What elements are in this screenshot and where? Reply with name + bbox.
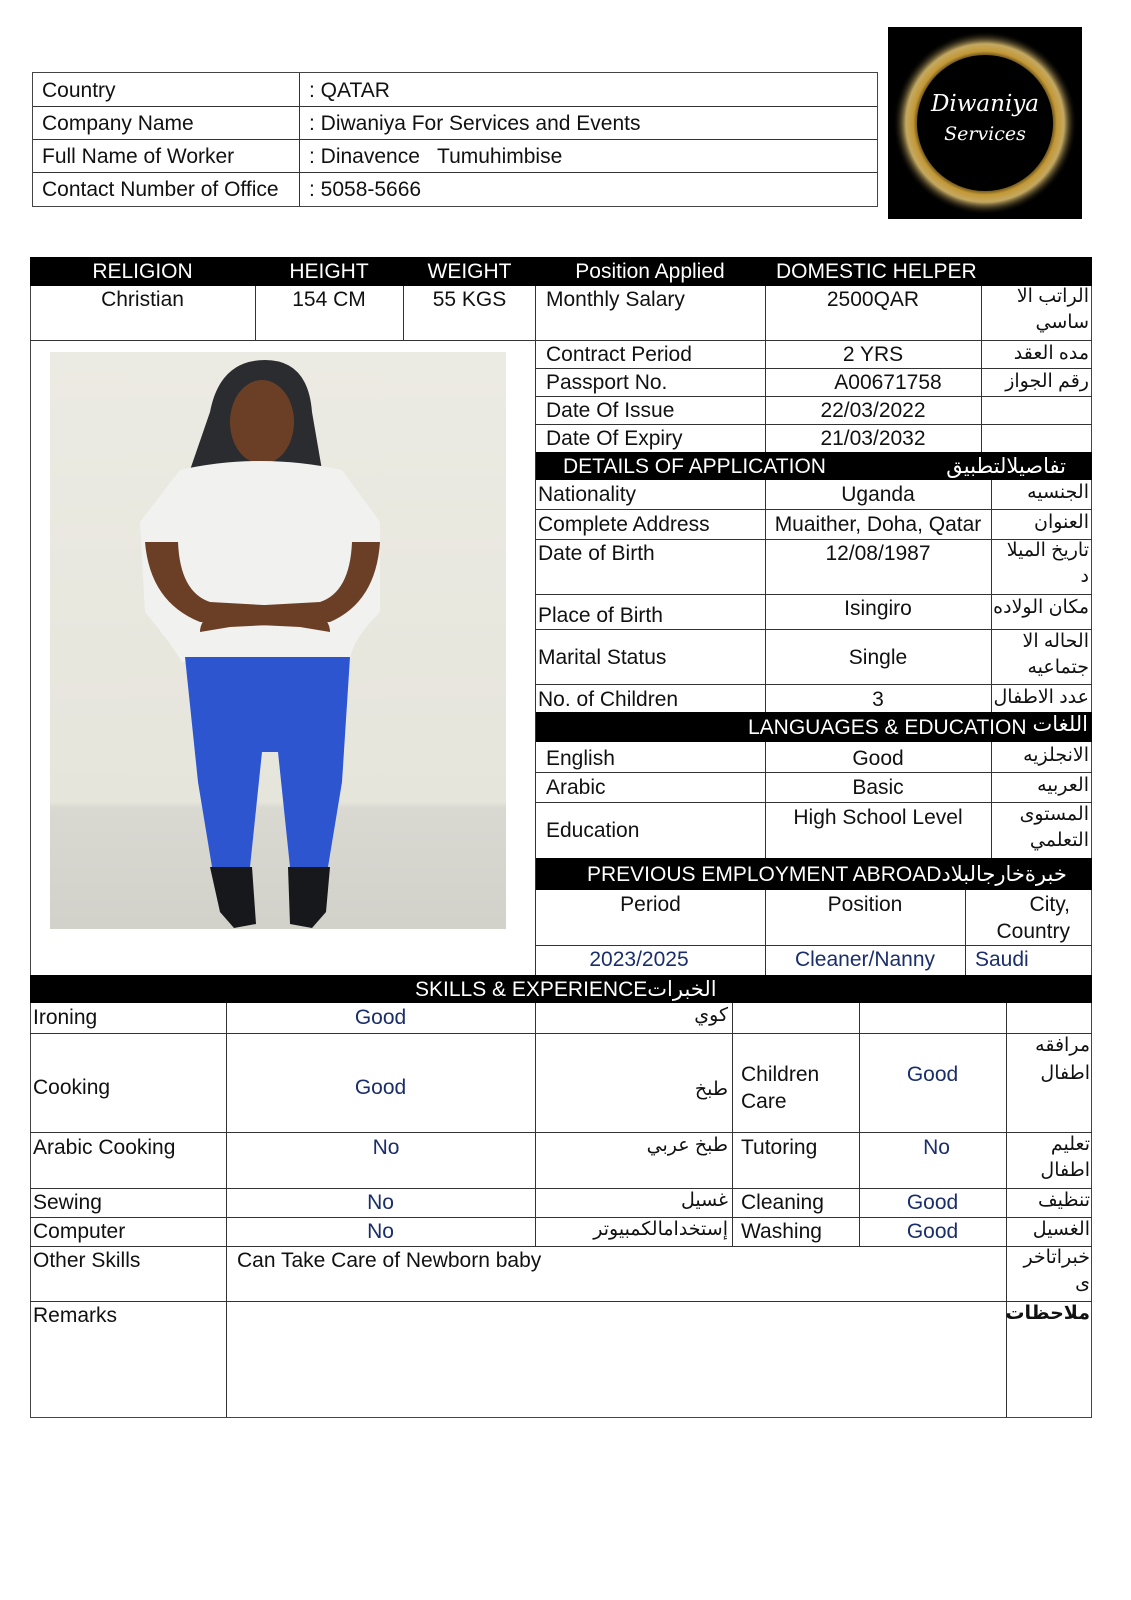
worker-name-value: : Dinavence Tumuhimbise: [309, 145, 563, 168]
passport-arabic: رقم الجواز: [1005, 371, 1089, 392]
cooking-arabic: طبخ: [694, 1079, 728, 1100]
computer-value: No: [367, 1220, 394, 1243]
nationality-label: Nationality: [538, 483, 637, 506]
tutoring-value: No: [923, 1136, 950, 1159]
top-header-bar: [30, 257, 1092, 286]
children-care-label: Children Care: [741, 1063, 820, 1113]
tutoring-arabic: تعليم اطفال: [1040, 1134, 1090, 1181]
tutoring-label: Tutoring: [741, 1136, 818, 1159]
cleaning-arabic: تنظيف: [1037, 1190, 1090, 1211]
salary-arabic: الراتب الا ساسي: [1016, 286, 1089, 333]
pob-arabic: مكان الولاده: [993, 597, 1089, 618]
dob-value: 12/08/1987: [825, 542, 931, 565]
pob-label: Place of Birth: [538, 604, 663, 627]
education-arabic: المستوى التعلمي: [1019, 804, 1089, 851]
header-info-table: [32, 72, 878, 207]
salary-value: 2500QAR: [826, 288, 920, 311]
details-title-arabic: تفاصيلالتطبيق: [946, 455, 1066, 478]
religion-value: Christian: [101, 288, 184, 311]
issue-date-value: 22/03/2022: [820, 399, 926, 422]
ironing-label: Ironing: [33, 1006, 98, 1029]
remarks-arabic: ملاحظات: [1005, 1303, 1090, 1324]
salary-label: Monthly Salary: [546, 288, 685, 311]
company-logo: [888, 27, 1082, 219]
remarks-label: Remarks: [33, 1304, 118, 1327]
position-applied-header: Position Applied: [575, 260, 725, 283]
marital-status-label: Marital Status: [538, 646, 667, 669]
arabic-cooking-value: No: [372, 1136, 400, 1159]
children-arabic: عدد الاطفال: [993, 687, 1089, 708]
children-value: 3: [872, 688, 884, 711]
weight-header: WEIGHT: [427, 260, 512, 283]
position-applied-value: DOMESTIC HELPER: [776, 260, 977, 283]
pob-value: Isingiro: [844, 597, 912, 620]
logo-line1: Diwaniya: [930, 91, 1040, 117]
logo-line2: Services: [944, 123, 1026, 145]
ironing-value: Good: [354, 1006, 407, 1029]
nationality-arabic: الجنسيه: [1027, 482, 1089, 503]
nationality-value: Uganda: [841, 483, 915, 506]
contract-period-arabic: مده العقد: [1013, 343, 1089, 364]
location-header: City, Country: [996, 893, 1070, 943]
english-label: English: [546, 747, 615, 770]
arabic-value: Basic: [852, 776, 904, 799]
height-value: 154 CM: [292, 288, 366, 311]
details-header-bar: [536, 452, 1092, 480]
period-header: Period: [620, 893, 681, 916]
expiry-date-label: Date Of Expiry: [546, 427, 683, 450]
expiry-date-value: 21/03/2032: [820, 427, 926, 450]
country-label: Country: [42, 79, 116, 102]
arabic-language-arabic: العربيه: [1037, 775, 1089, 796]
languages-header-bar: [536, 712, 1092, 742]
skills-title: SKILLS & EXPERIENCEالخبرات: [415, 978, 717, 1001]
cooking-value: Good: [354, 1076, 407, 1099]
company-value: : Diwaniya For Services and Events: [309, 112, 641, 135]
arabic-label: Arabic: [546, 776, 606, 799]
cleaning-value: Good: [906, 1191, 959, 1214]
languages-title: LANGUAGES & EDUCATION: [748, 716, 1027, 739]
skills-header-bar: [30, 975, 1092, 1003]
other-skills-value: Can Take Care of Newborn baby: [237, 1249, 542, 1272]
passport-label: Passport No.: [546, 371, 668, 394]
contract-period-label: Contract Period: [546, 343, 692, 366]
address-label: Complete Address: [538, 513, 710, 536]
passport-value: A00671758: [834, 371, 942, 394]
education-label: Education: [546, 819, 640, 842]
other-skills-label: Other Skills: [33, 1249, 141, 1272]
cleaning-label: Cleaning: [741, 1191, 824, 1214]
other-skills-arabic: خبراتاخر ى: [1023, 1247, 1090, 1294]
weight-value: 55 KGS: [432, 288, 507, 311]
office-contact-label: Contact Number of Office: [42, 178, 279, 201]
company-label: Company Name: [42, 112, 194, 135]
children-label: No. of Children: [538, 688, 679, 711]
english-arabic: الانجلزيه: [1023, 745, 1089, 766]
worker-photo: [50, 352, 506, 929]
contract-period-value: 2 YRS: [842, 343, 904, 366]
education-value: High School Level: [793, 806, 963, 829]
computer-label: Computer: [33, 1220, 126, 1243]
address-value: Muaither, Doha, Qatar: [774, 513, 982, 536]
details-title: DETAILS OF APPLICATION: [563, 455, 826, 478]
remarks-value: [227, 1302, 1006, 1416]
position-header: Position: [827, 893, 903, 916]
washing-value: Good: [906, 1220, 959, 1243]
sewing-value: No: [367, 1191, 394, 1214]
sewing-arabic: غسيل: [680, 1190, 728, 1211]
languages-title-arabic: اللغات: [1032, 713, 1088, 736]
worker-name-label: Full Name of Worker: [42, 145, 235, 168]
dob-arabic: تاريخ الميلا د: [1006, 540, 1089, 587]
period-value: 2023/2025: [589, 948, 689, 971]
arabic-cooking-label: Arabic Cooking: [33, 1136, 176, 1159]
employment-title: PREVIOUS EMPLOYMENT ABROADخبرةخارجالبلاد: [587, 863, 1067, 886]
office-contact-value: : 5058-5666: [309, 178, 422, 201]
issue-date-label: Date Of Issue: [546, 399, 675, 422]
height-header: HEIGHT: [289, 260, 369, 283]
person-figure-icon: [50, 352, 506, 929]
address-arabic: العنوان: [1033, 512, 1089, 533]
cooking-label: Cooking: [33, 1076, 111, 1099]
employment-header-bar: [536, 858, 1092, 890]
children-care-arabic: مرافقه اطفال: [1035, 1035, 1090, 1084]
washing-arabic: الغسيل: [1032, 1219, 1090, 1240]
dob-label: Date of Birth: [538, 542, 655, 565]
country-value: : QATAR: [309, 79, 390, 102]
children-care-value: Good: [906, 1063, 959, 1086]
arabic-cooking-arabic: طبخ عربي: [646, 1135, 728, 1156]
religion-header: RELIGION: [92, 260, 193, 283]
marital-status-arabic: الحاله الا جتماعيه: [1022, 631, 1089, 678]
english-value: Good: [852, 747, 904, 770]
computer-arabic: إستخدامالكمبيوتر: [593, 1219, 728, 1240]
sewing-label: Sewing: [33, 1191, 102, 1214]
marital-status-value: Single: [848, 646, 908, 669]
position-value: Cleaner/Nanny: [794, 948, 936, 971]
ironing-arabic: كوي: [694, 1005, 728, 1026]
location-value: Saudi: [975, 948, 1029, 971]
washing-label: Washing: [741, 1220, 822, 1243]
